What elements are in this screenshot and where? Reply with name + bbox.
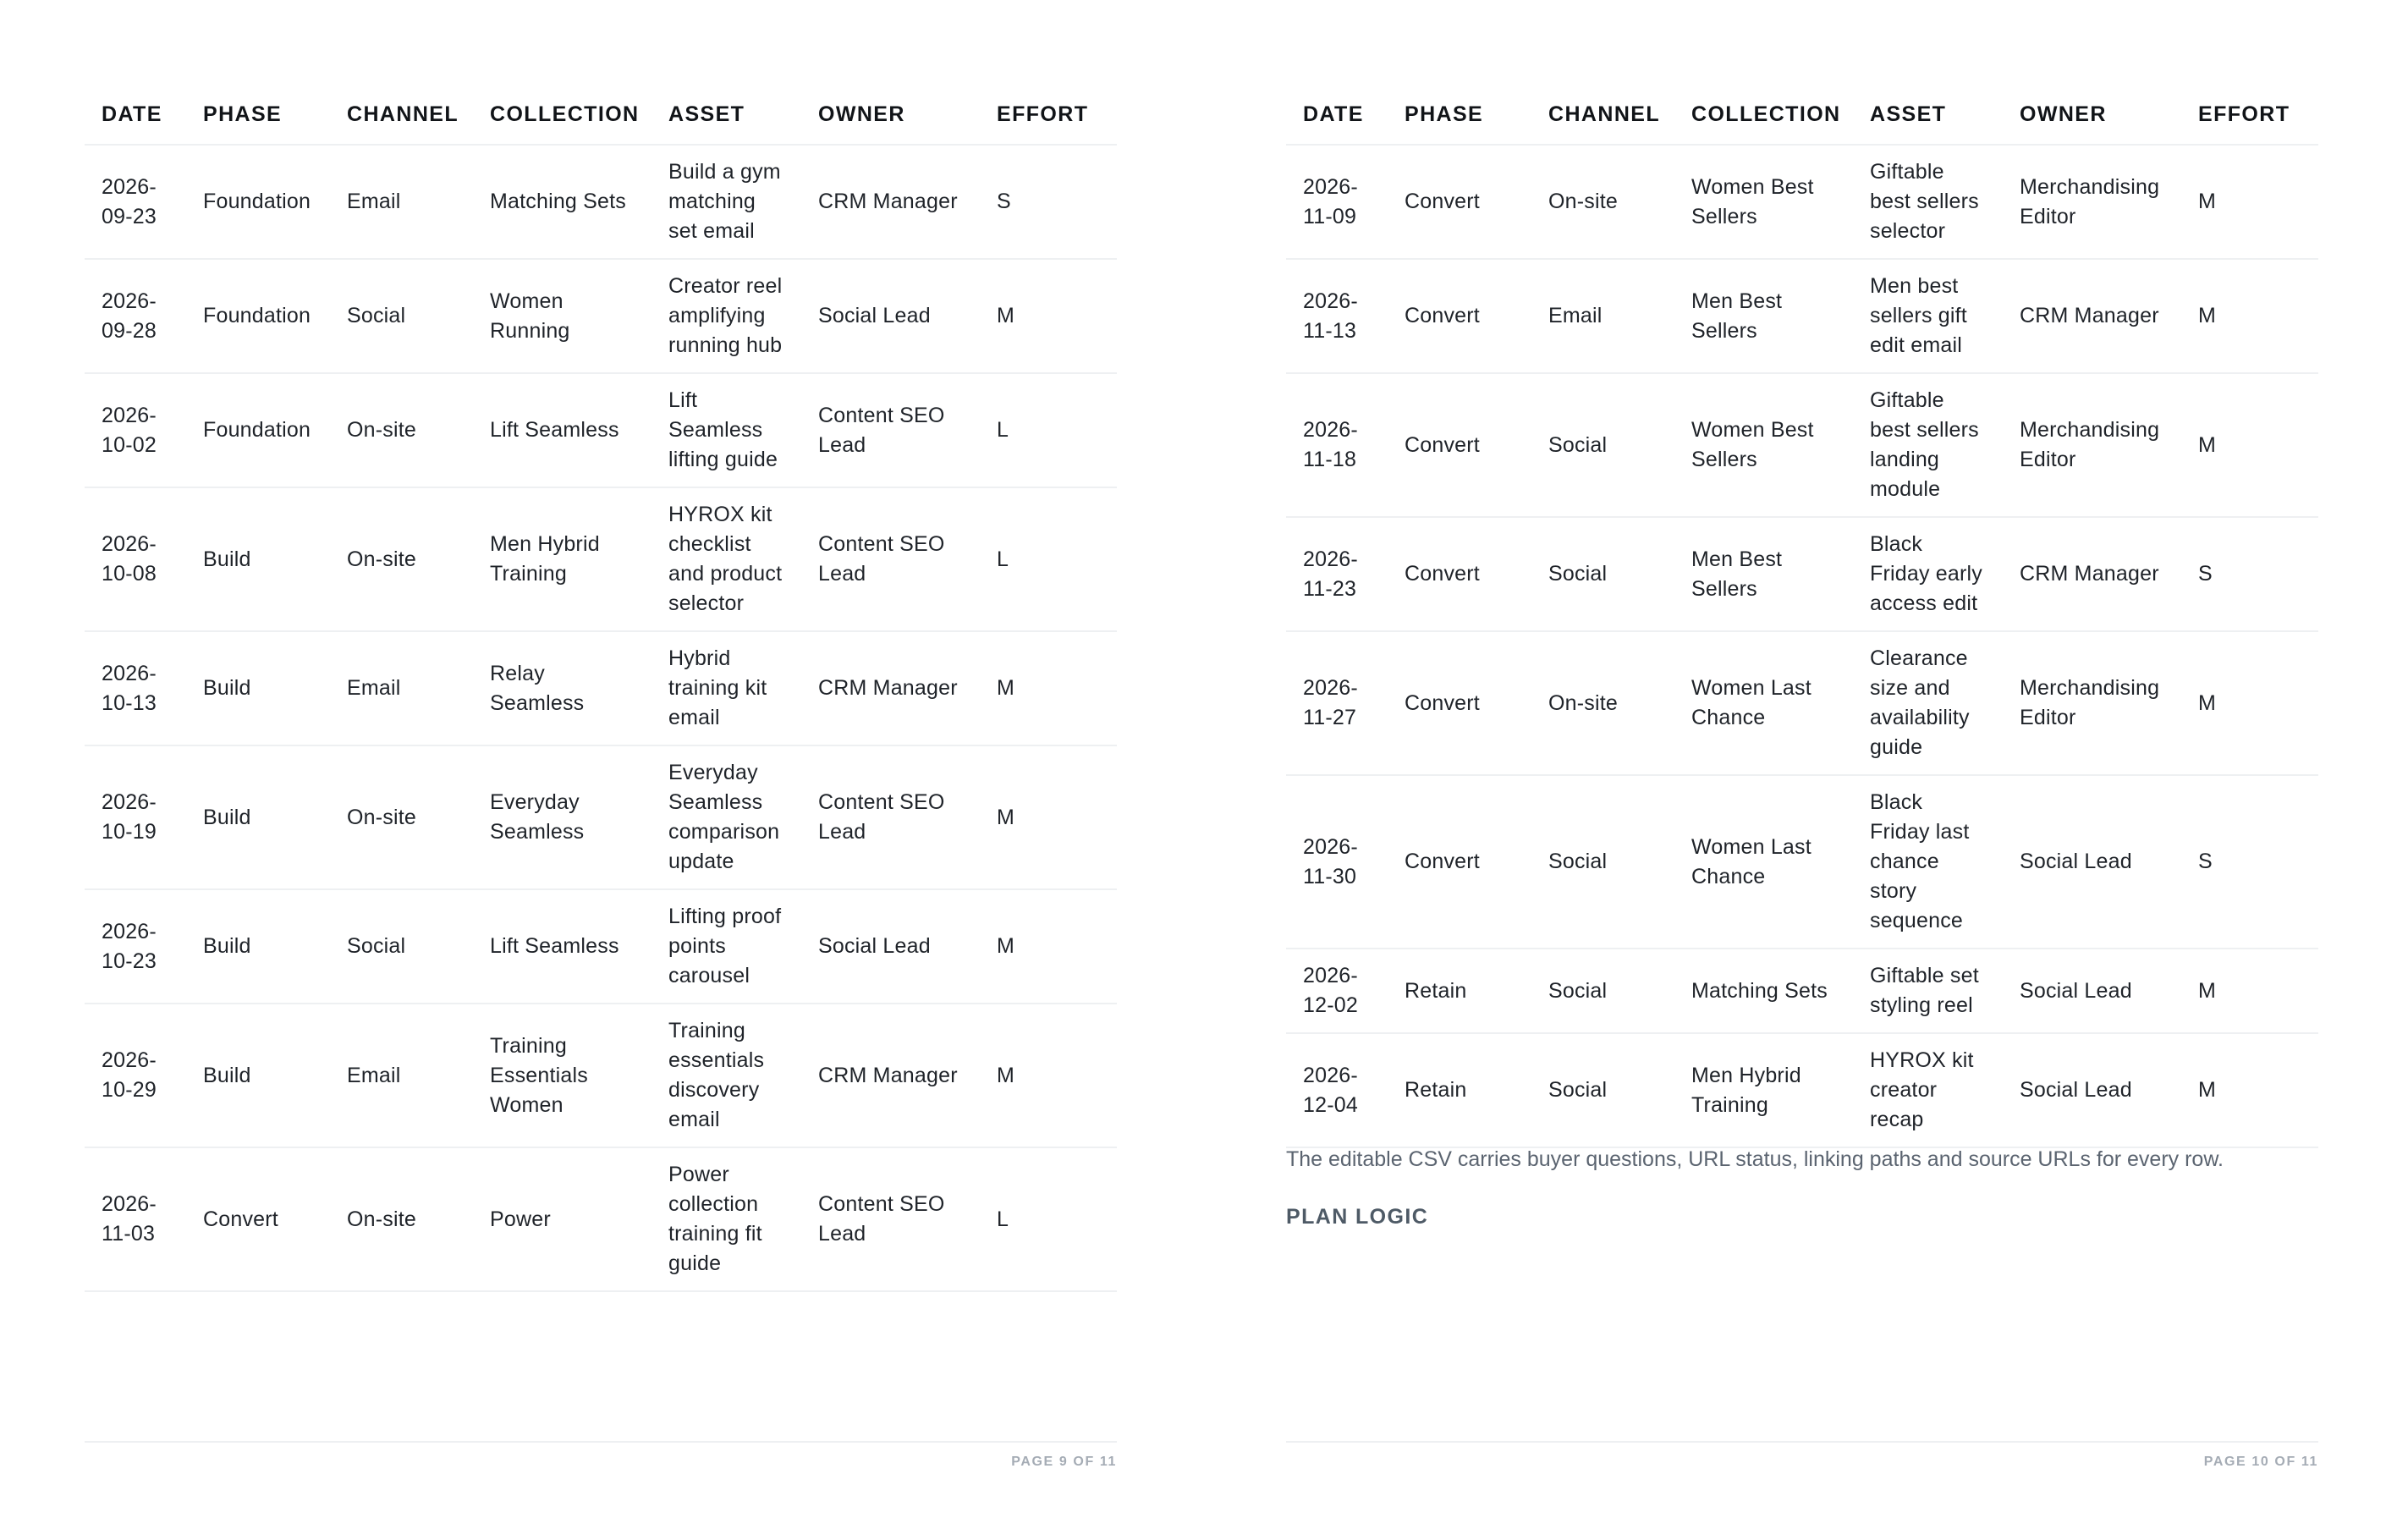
cell-phase: Foundation (186, 259, 330, 373)
cell-owner: Social Lead (2003, 949, 2181, 1033)
cell-phase: Foundation (186, 373, 330, 487)
table-row (1286, 145, 2318, 259)
table-row (1286, 517, 2318, 631)
cell-channel: Email (1531, 259, 1674, 373)
cell-collection: Matching Sets (1674, 949, 1853, 1033)
column-header-owner: OWNER (2003, 85, 2181, 145)
table-row (1286, 949, 2318, 1033)
cell-asset: Giftable best sellers landing module (1853, 373, 2003, 517)
cell-effort: S (980, 145, 1117, 259)
cell-channel: Email (330, 1004, 473, 1147)
cell-channel: Email (330, 631, 473, 745)
schedule-table-wrap (1286, 85, 2318, 1131)
page-number: PAGE 10 OF 11 (2203, 1455, 2318, 1469)
cell-phase: Build (186, 889, 330, 1004)
cell-phase: Convert (1388, 517, 1531, 631)
cell-collection: Everyday Seamless (473, 745, 651, 889)
cell-phase: Convert (1388, 145, 1531, 259)
cell-owner: Social Lead (801, 889, 980, 1004)
cell-collection: Men Hybrid Training (1674, 1033, 1853, 1147)
schedule-table-wrap (85, 85, 1117, 1292)
cell-owner: Merchandising Editor (2003, 373, 2181, 517)
section-heading-plan-logic: PLAN LOGIC (1286, 1205, 1429, 1229)
table-row (1286, 1033, 2318, 1147)
cell-owner: Content SEO Lead (801, 1147, 980, 1291)
cell-channel: Social (1531, 775, 1674, 949)
table-row (85, 373, 1117, 487)
cell-collection: Women Last Chance (1674, 775, 1853, 949)
page-footer (85, 1441, 1117, 1469)
cell-owner: Social Lead (2003, 1033, 2181, 1147)
cell-effort: M (2181, 373, 2318, 517)
cell-effort: L (980, 1147, 1117, 1291)
cell-owner: CRM Manager (801, 1004, 980, 1147)
cell-date: 2026-09-28 (85, 259, 186, 373)
cell-date: 2026-10-02 (85, 373, 186, 487)
cell-owner: Social Lead (801, 259, 980, 373)
cell-date: 2026-10-23 (85, 889, 186, 1004)
cell-date: 2026-11-09 (1286, 145, 1388, 259)
cell-phase: Convert (1388, 631, 1531, 775)
schedule-table (85, 85, 1117, 1292)
cell-asset: HYROX kit creator recap (1853, 1033, 2003, 1147)
column-header-effort: EFFORT (2181, 85, 2318, 145)
cell-owner: CRM Manager (2003, 517, 2181, 631)
cell-asset: Black Friday last chance story sequence (1853, 775, 2003, 949)
table-row (1286, 373, 2318, 517)
cell-asset: Hybrid training kit email (651, 631, 801, 745)
page-9 (85, 85, 1117, 1472)
cell-asset: Giftable best sellers selector (1853, 145, 2003, 259)
cell-collection: Relay Seamless (473, 631, 651, 745)
cell-owner: Content SEO Lead (801, 487, 980, 631)
cell-channel: Social (330, 889, 473, 1004)
page-footer (1286, 1441, 2318, 1469)
cell-channel: On-site (330, 1147, 473, 1291)
cell-effort: M (980, 889, 1117, 1004)
cell-phase: Retain (1388, 1033, 1531, 1147)
cell-phase: Build (186, 631, 330, 745)
cell-effort: M (980, 745, 1117, 889)
cell-effort: M (2181, 145, 2318, 259)
cell-date: 2026-12-02 (1286, 949, 1388, 1033)
cell-date: 2026-10-19 (85, 745, 186, 889)
cell-owner: Content SEO Lead (801, 745, 980, 889)
cell-collection: Women Running (473, 259, 651, 373)
column-header-collection: COLLECTION (1674, 85, 1853, 145)
cell-effort: M (2181, 259, 2318, 373)
cell-effort: S (2181, 517, 2318, 631)
cell-owner: CRM Manager (801, 145, 980, 259)
column-header-asset: ASSET (651, 85, 801, 145)
page-number: PAGE 9 OF 11 (1011, 1455, 1117, 1469)
cell-effort: M (2181, 1033, 2318, 1147)
cell-date: 2026-10-29 (85, 1004, 186, 1147)
cell-phase: Convert (186, 1147, 330, 1291)
cell-channel: On-site (1531, 631, 1674, 775)
cell-effort: M (980, 631, 1117, 745)
cell-collection: Women Best Sellers (1674, 145, 1853, 259)
cell-asset: Men best sellers gift edit email (1853, 259, 2003, 373)
cell-channel: Social (1531, 949, 1674, 1033)
cell-asset: Creator reel amplifying running hub (651, 259, 801, 373)
cell-effort: L (980, 373, 1117, 487)
cell-date: 2026-11-03 (85, 1147, 186, 1291)
cell-asset: Giftable set styling reel (1853, 949, 2003, 1033)
column-header-owner: OWNER (801, 85, 980, 145)
cell-asset: Training essentials discovery email (651, 1004, 801, 1147)
cell-date: 2026-10-13 (85, 631, 186, 745)
table-row (85, 259, 1117, 373)
cell-date: 2026-11-18 (1286, 373, 1388, 517)
table-row (85, 889, 1117, 1004)
cell-asset: HYROX kit checklist and product selector (651, 487, 801, 631)
column-header-channel: CHANNEL (330, 85, 473, 145)
cell-channel: On-site (330, 373, 473, 487)
cell-effort: M (2181, 631, 2318, 775)
column-header-date: DATE (85, 85, 186, 145)
cell-asset: Black Friday early access edit (1853, 517, 2003, 631)
table-row (1286, 775, 2318, 949)
cell-date: 2026-12-04 (1286, 1033, 1388, 1147)
table-row (85, 487, 1117, 631)
table-row (85, 631, 1117, 745)
cell-effort: L (980, 487, 1117, 631)
cell-phase: Foundation (186, 145, 330, 259)
cell-asset: Lift Seamless lifting guide (651, 373, 801, 487)
column-header-effort: EFFORT (980, 85, 1117, 145)
cell-collection: Women Last Chance (1674, 631, 1853, 775)
cell-collection: Training Essentials Women (473, 1004, 651, 1147)
cell-collection: Matching Sets (473, 145, 651, 259)
cell-phase: Build (186, 1004, 330, 1147)
csv-note: The editable CSV carries buyer questions, URL status, linking paths and source URLs for every row. (1286, 1147, 2224, 1171)
cell-owner: CRM Manager (801, 631, 980, 745)
column-header-channel: CHANNEL (1531, 85, 1674, 145)
cell-phase: Build (186, 745, 330, 889)
cell-collection: Lift Seamless (473, 373, 651, 487)
cell-asset: Power collection training fit guide (651, 1147, 801, 1291)
cell-date: 2026-11-30 (1286, 775, 1388, 949)
cell-channel: Email (330, 145, 473, 259)
cell-owner: CRM Manager (2003, 259, 2181, 373)
cell-date: 2026-11-13 (1286, 259, 1388, 373)
table-row (85, 1147, 1117, 1291)
cell-phase: Convert (1388, 373, 1531, 517)
table-row (1286, 259, 2318, 373)
cell-effort: S (2181, 775, 2318, 949)
cell-collection: Lift Seamless (473, 889, 651, 1004)
cell-channel: On-site (1531, 145, 1674, 259)
column-header-asset: ASSET (1853, 85, 2003, 145)
cell-effort: M (980, 259, 1117, 373)
table-row (85, 1004, 1117, 1147)
cell-channel: Social (330, 259, 473, 373)
cell-collection: Men Best Sellers (1674, 259, 1853, 373)
schedule-table (1286, 85, 2318, 1148)
cell-asset: Build a gym matching set email (651, 145, 801, 259)
cell-date: 2026-11-23 (1286, 517, 1388, 631)
cell-owner: Merchandising Editor (2003, 145, 2181, 259)
cell-channel: On-site (330, 745, 473, 889)
page-10 (1286, 85, 2318, 1472)
cell-phase: Convert (1388, 775, 1531, 949)
cell-channel: Social (1531, 517, 1674, 631)
table-body (1286, 145, 2318, 1147)
cell-phase: Convert (1388, 259, 1531, 373)
cell-phase: Build (186, 487, 330, 631)
cell-owner: Merchandising Editor (2003, 631, 2181, 775)
table-header-row (85, 85, 1117, 145)
cell-date: 2026-09-23 (85, 145, 186, 259)
cell-collection: Power (473, 1147, 651, 1291)
cell-channel: Social (1531, 1033, 1674, 1147)
cell-owner: Social Lead (2003, 775, 2181, 949)
column-header-collection: COLLECTION (473, 85, 651, 145)
column-header-phase: PHASE (1388, 85, 1531, 145)
table-body (85, 145, 1117, 1291)
cell-effort: M (980, 1004, 1117, 1147)
column-header-phase: PHASE (186, 85, 330, 145)
table-row (85, 745, 1117, 889)
cell-asset: Clearance size and availability guide (1853, 631, 2003, 775)
column-header-date: DATE (1286, 85, 1388, 145)
cell-collection: Men Hybrid Training (473, 487, 651, 631)
cell-channel: On-site (330, 487, 473, 631)
cell-owner: Content SEO Lead (801, 373, 980, 487)
cell-effort: M (2181, 949, 2318, 1033)
table-row (85, 145, 1117, 259)
cell-collection: Men Best Sellers (1674, 517, 1853, 631)
cell-phase: Retain (1388, 949, 1531, 1033)
table-row (1286, 631, 2318, 775)
cell-date: 2026-10-08 (85, 487, 186, 631)
table-header-row (1286, 85, 2318, 145)
cell-asset: Lifting proof points carousel (651, 889, 801, 1004)
cell-channel: Social (1531, 373, 1674, 517)
cell-collection: Women Best Sellers (1674, 373, 1853, 517)
cell-date: 2026-11-27 (1286, 631, 1388, 775)
cell-asset: Everyday Seamless comparison update (651, 745, 801, 889)
